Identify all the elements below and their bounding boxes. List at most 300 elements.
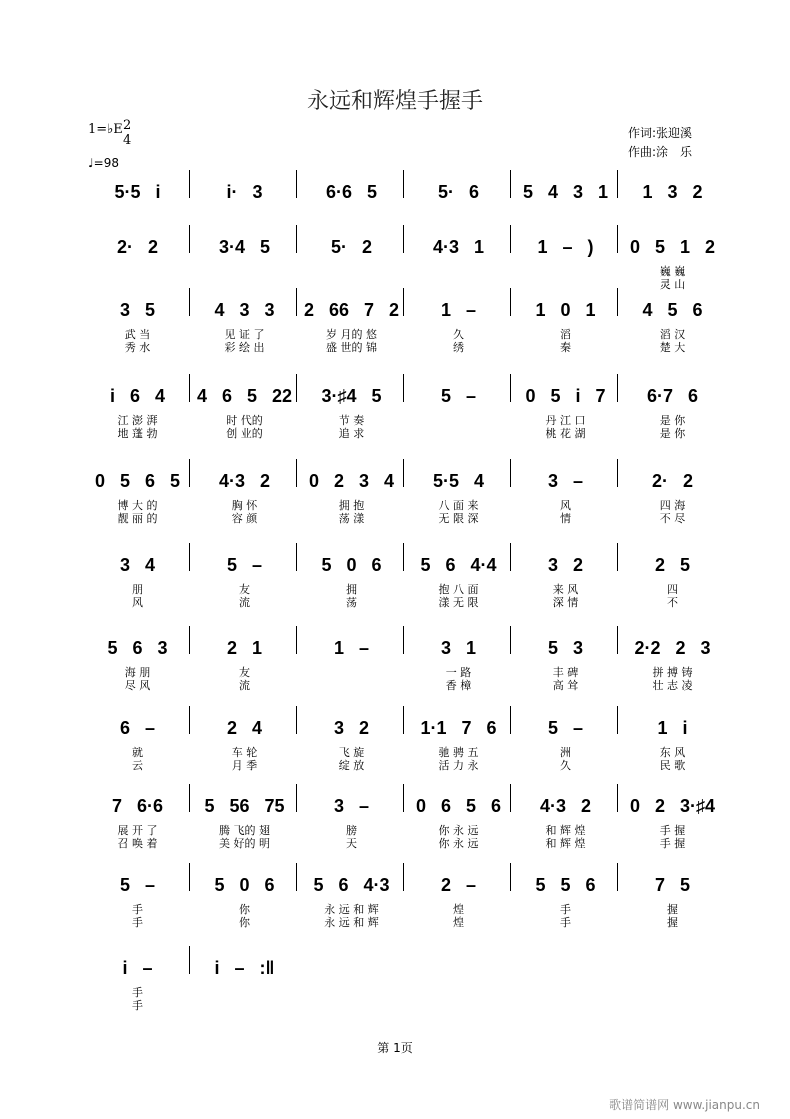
note-group: 5 6 4·3 bbox=[313, 875, 390, 895]
barline bbox=[296, 626, 297, 654]
note-group: 5· 6 bbox=[437, 182, 480, 202]
measure bbox=[619, 182, 726, 210]
lyric-verse-1: 拥 bbox=[346, 583, 357, 596]
measure-notes bbox=[619, 796, 726, 816]
measure-notes bbox=[405, 555, 512, 575]
measure-notes bbox=[298, 237, 405, 257]
note-group: 5 – bbox=[547, 718, 584, 738]
note-group: 2·2 2 3 bbox=[634, 638, 711, 658]
measure-notes bbox=[619, 386, 726, 406]
measure-notes bbox=[191, 182, 298, 202]
measure bbox=[512, 182, 619, 210]
measure-notes bbox=[298, 300, 405, 320]
lyric-verse-2: 壮 志 凌 bbox=[652, 679, 693, 692]
note-group: 2 1 bbox=[226, 638, 263, 658]
lyric-verse-1: 一 路 bbox=[445, 666, 472, 679]
note-group: 5 56 75 bbox=[204, 796, 285, 816]
note-group: 1·1 7 6 bbox=[420, 718, 497, 738]
lyric-verse-2: 无 限 深 bbox=[438, 512, 479, 525]
measure-notes bbox=[191, 300, 298, 320]
measure bbox=[84, 718, 191, 772]
measure-notes bbox=[191, 638, 298, 658]
measure bbox=[512, 237, 619, 265]
measure bbox=[191, 555, 298, 609]
measure bbox=[405, 638, 512, 692]
barline bbox=[403, 784, 404, 812]
barline bbox=[617, 543, 618, 571]
measure-notes bbox=[512, 718, 619, 738]
lyric-verse-1: 手 握 bbox=[659, 824, 686, 837]
lyricist: 作词:张迎溪 bbox=[628, 126, 693, 140]
lyric-verse-2: 靓 丽 的 bbox=[117, 512, 158, 525]
measure bbox=[298, 718, 405, 772]
measure bbox=[619, 237, 726, 291]
note-group: 4 6 5 22 bbox=[196, 386, 293, 406]
barline bbox=[296, 863, 297, 891]
lyric-verse-1: 永 远 和 辉 bbox=[324, 903, 379, 916]
measure-notes bbox=[84, 237, 191, 257]
lyric-verse-2: 盛 世的 锦 bbox=[326, 341, 377, 354]
barline bbox=[403, 170, 404, 198]
lyric-verse-2: 召 唤 着 bbox=[117, 837, 158, 850]
note-group: 5 0 6 bbox=[214, 875, 275, 895]
barline bbox=[617, 170, 618, 198]
measure-notes bbox=[84, 300, 191, 320]
lyric-verse-1: 洲 bbox=[560, 746, 571, 759]
lyric-verse-2: 不 尽 bbox=[659, 512, 686, 525]
lyric-verse-1: 拼 搏 铸 bbox=[652, 666, 693, 679]
measure-notes bbox=[84, 875, 191, 895]
measure-notes bbox=[298, 471, 405, 491]
barline bbox=[403, 225, 404, 253]
measure bbox=[84, 237, 191, 265]
lyric-verse-1: 四 bbox=[667, 583, 678, 596]
measure bbox=[191, 958, 298, 986]
measure-notes bbox=[512, 796, 619, 816]
measure bbox=[191, 471, 298, 525]
measure bbox=[619, 555, 726, 609]
note-group: 3 1 bbox=[440, 638, 477, 658]
measure bbox=[512, 875, 619, 929]
key-signature: 1=♭E bbox=[88, 122, 123, 137]
lyric-verse-2: 楚 大 bbox=[659, 341, 686, 354]
lyric-verse-1: 膀 bbox=[346, 824, 357, 837]
lyric-verse-1: 丰 碑 bbox=[552, 666, 579, 679]
lyric-verse-1: 节 奏 bbox=[338, 414, 365, 427]
barline bbox=[403, 374, 404, 402]
measure-notes bbox=[298, 875, 405, 895]
measure-notes bbox=[84, 718, 191, 738]
barline bbox=[189, 706, 190, 734]
note-group: 1 0 1 bbox=[535, 300, 596, 320]
note-group: 5 4 3 1 bbox=[522, 182, 609, 202]
note-group: 6 – bbox=[119, 718, 156, 738]
tempo-marking: ♩=98 bbox=[88, 156, 119, 170]
lyric-verse-2: 高 耸 bbox=[552, 679, 579, 692]
lyric-verse-1: 你 永 远 bbox=[438, 824, 479, 837]
note-group: 0 5 1 2 bbox=[629, 237, 716, 257]
measure bbox=[619, 718, 726, 772]
lyric-verse-2: 流 bbox=[239, 679, 250, 692]
note-group: 5 6 3 bbox=[107, 638, 168, 658]
lyric-verse-2: 荡 bbox=[346, 596, 357, 609]
barline bbox=[510, 863, 511, 891]
barline bbox=[510, 459, 511, 487]
measure bbox=[298, 796, 405, 850]
measure bbox=[298, 386, 405, 440]
lyric-verse-1: 就 bbox=[132, 746, 143, 759]
note-group: 2· 2 bbox=[116, 237, 159, 257]
lyric-verse-2: 灵 山 bbox=[659, 278, 686, 291]
barline bbox=[189, 784, 190, 812]
measure bbox=[405, 471, 512, 525]
lyric-verse-2: 香 樟 bbox=[445, 679, 472, 692]
measure bbox=[191, 796, 298, 850]
barline bbox=[189, 543, 190, 571]
note-group: 3 – bbox=[333, 796, 370, 816]
measure bbox=[84, 875, 191, 929]
measure bbox=[298, 471, 405, 525]
lyric-verse-1: 丹 江 口 bbox=[545, 414, 586, 427]
note-group: 1 – bbox=[333, 638, 370, 658]
lyric-verse-1: 抱 八 面 bbox=[438, 583, 479, 596]
measure bbox=[84, 300, 191, 354]
measure bbox=[298, 237, 405, 265]
lyric-verse-1: 握 bbox=[667, 903, 678, 916]
note-group: 6·7 6 bbox=[646, 386, 699, 406]
lyric-verse-2: 久 bbox=[560, 759, 571, 772]
lyric-verse-2: 手 握 bbox=[659, 837, 686, 850]
measure-notes bbox=[619, 875, 726, 895]
measure-notes bbox=[298, 718, 405, 738]
barline bbox=[189, 459, 190, 487]
barline bbox=[510, 225, 511, 253]
note-group: 3 – bbox=[547, 471, 584, 491]
measure-notes bbox=[405, 796, 512, 816]
measure-notes bbox=[298, 638, 405, 658]
meter-bottom: 4 bbox=[123, 133, 132, 148]
barline bbox=[296, 225, 297, 253]
measure-notes bbox=[405, 386, 512, 406]
measure-notes bbox=[298, 555, 405, 575]
lyric-verse-2: 永 远 和 辉 bbox=[324, 916, 379, 929]
barline bbox=[617, 706, 618, 734]
measure bbox=[512, 718, 619, 772]
barline bbox=[617, 288, 618, 316]
lyric-verse-1: 来 风 bbox=[552, 583, 579, 596]
barline bbox=[403, 863, 404, 891]
note-group: 0 2 3 4 bbox=[308, 471, 395, 491]
note-group: 5 5 6 bbox=[535, 875, 596, 895]
barline bbox=[296, 706, 297, 734]
note-group: 2 5 bbox=[654, 555, 691, 575]
barline bbox=[189, 946, 190, 974]
measure-notes bbox=[84, 958, 191, 978]
measure-notes bbox=[512, 555, 619, 575]
note-group: 4 5 6 bbox=[642, 300, 703, 320]
measure-notes bbox=[619, 718, 726, 738]
lyric-verse-1: 手 bbox=[132, 986, 143, 999]
measure bbox=[405, 555, 512, 609]
lyric-verse-2: 手 bbox=[560, 916, 571, 929]
measure bbox=[84, 386, 191, 440]
barline bbox=[510, 374, 511, 402]
measure-notes bbox=[619, 471, 726, 491]
measure-notes bbox=[191, 471, 298, 491]
note-group: 0 6 5 6 bbox=[415, 796, 502, 816]
lyric-verse-1: 巍 巍 bbox=[659, 265, 686, 278]
barline bbox=[617, 863, 618, 891]
measure bbox=[405, 875, 512, 929]
lyric-verse-2: 美 好的 明 bbox=[219, 837, 270, 850]
lyric-verse-2: 追 求 bbox=[338, 427, 365, 440]
measure bbox=[405, 182, 512, 210]
lyric-verse-1: 朋 bbox=[132, 583, 143, 596]
lyric-verse-1: 手 bbox=[132, 903, 143, 916]
lyric-verse-2: 手 bbox=[132, 916, 143, 929]
note-group: 0 5 6 5 bbox=[94, 471, 181, 491]
measure bbox=[619, 638, 726, 692]
measure-notes bbox=[512, 471, 619, 491]
note-group: 4·3 2 bbox=[539, 796, 592, 816]
lyric-verse-2: 创 业的 bbox=[226, 427, 263, 440]
barline bbox=[296, 543, 297, 571]
lyric-verse-2: 绣 bbox=[453, 341, 464, 354]
measure-notes bbox=[619, 182, 726, 202]
measure bbox=[298, 875, 405, 929]
note-group: 3 2 bbox=[547, 555, 584, 575]
barline bbox=[296, 459, 297, 487]
lyric-verse-2: 不 bbox=[667, 596, 678, 609]
measure-notes bbox=[512, 300, 619, 320]
barline bbox=[296, 374, 297, 402]
measure-notes bbox=[84, 555, 191, 575]
lyric-verse-1: 博 大 的 bbox=[117, 499, 158, 512]
barline bbox=[189, 288, 190, 316]
barline bbox=[510, 288, 511, 316]
measure-notes bbox=[298, 796, 405, 816]
lyric-verse-1: 和 辉 煌 bbox=[545, 824, 586, 837]
measure-notes bbox=[84, 796, 191, 816]
note-group: 5 0 6 bbox=[321, 555, 382, 575]
measure bbox=[191, 718, 298, 772]
lyric-verse-2: 你 bbox=[239, 916, 250, 929]
lyric-verse-2: 彩 绘 出 bbox=[224, 341, 265, 354]
measure-notes bbox=[191, 718, 298, 738]
lyric-verse-2: 风 bbox=[132, 596, 143, 609]
lyric-verse-2: 活 力 永 bbox=[438, 759, 479, 772]
measure bbox=[191, 638, 298, 692]
lyric-verse-2: 深 情 bbox=[552, 596, 579, 609]
lyric-verse-2: 秀 水 bbox=[124, 341, 151, 354]
lyric-verse-1: 友 bbox=[239, 666, 250, 679]
measure-notes bbox=[619, 555, 726, 575]
lyric-verse-1: 武 当 bbox=[124, 328, 151, 341]
measure bbox=[298, 638, 405, 666]
lyric-verse-2: 是 你 bbox=[659, 427, 686, 440]
score-title: 永远和辉煌手握手 bbox=[306, 89, 483, 114]
page-number: 第 1页 bbox=[377, 1041, 413, 1055]
barline bbox=[510, 706, 511, 734]
lyric-verse-1: 煌 bbox=[453, 903, 464, 916]
note-group: 2 66 7 2 bbox=[303, 300, 400, 320]
lyric-verse-1: 胸 怀 bbox=[231, 499, 258, 512]
measure bbox=[512, 555, 619, 609]
measure bbox=[298, 555, 405, 609]
note-group: 2· 2 bbox=[651, 471, 694, 491]
measure bbox=[84, 638, 191, 692]
note-group: i – :‖ bbox=[214, 958, 275, 978]
lyric-verse-1: 时 代的 bbox=[226, 414, 263, 427]
lyric-verse-1: 车 轮 bbox=[231, 746, 258, 759]
note-group: 0 2 3·♯4 bbox=[629, 796, 716, 816]
note-group: i – bbox=[122, 958, 153, 978]
measure bbox=[405, 237, 512, 265]
note-group: 1 i bbox=[657, 718, 688, 738]
measure bbox=[84, 958, 191, 1012]
measure bbox=[619, 796, 726, 850]
measure bbox=[619, 386, 726, 440]
lyric-verse-1: 江 澎 湃 bbox=[117, 414, 158, 427]
lyric-verse-2: 煌 bbox=[453, 916, 464, 929]
measure-notes bbox=[191, 875, 298, 895]
lyric-verse-2: 手 bbox=[132, 999, 143, 1012]
measure-notes bbox=[298, 182, 405, 202]
lyric-verse-2: 民 歌 bbox=[659, 759, 686, 772]
barline bbox=[510, 626, 511, 654]
measure bbox=[191, 237, 298, 265]
lyric-verse-2: 容 颜 bbox=[231, 512, 258, 525]
watermark: 歌谱简谱网 www.jianpu.cn bbox=[609, 1098, 760, 1112]
note-group: 1 3 2 bbox=[642, 182, 703, 202]
meter-top: 2 bbox=[123, 118, 132, 133]
note-group: i 6 4 bbox=[109, 386, 166, 406]
measure bbox=[84, 471, 191, 525]
time-signature bbox=[123, 118, 131, 148]
measure-notes bbox=[191, 796, 298, 816]
lyric-verse-2: 天 bbox=[346, 837, 357, 850]
note-group: 5·5 i bbox=[114, 182, 161, 202]
lyric-verse-2: 绽 放 bbox=[338, 759, 365, 772]
measure-notes bbox=[84, 471, 191, 491]
barline bbox=[617, 784, 618, 812]
note-group: 7 6·6 bbox=[111, 796, 164, 816]
lyric-verse-1: 滔 bbox=[560, 328, 571, 341]
measure bbox=[84, 182, 191, 210]
measure bbox=[298, 300, 405, 354]
measure bbox=[405, 386, 512, 414]
barline bbox=[403, 288, 404, 316]
lyric-verse-2: 地 蓬 勃 bbox=[117, 427, 158, 440]
measure-notes bbox=[405, 718, 512, 738]
lyric-verse-2: 流 bbox=[239, 596, 250, 609]
measure-notes bbox=[405, 875, 512, 895]
barline bbox=[296, 784, 297, 812]
note-group: 5 6 4·4 bbox=[420, 555, 497, 575]
measure bbox=[191, 875, 298, 929]
measure-notes bbox=[405, 237, 512, 257]
measure-notes bbox=[405, 638, 512, 658]
lyric-verse-1: 见 证 了 bbox=[224, 328, 265, 341]
barline bbox=[296, 170, 297, 198]
note-group: 4·3 1 bbox=[432, 237, 485, 257]
measure-notes bbox=[191, 555, 298, 575]
barline bbox=[403, 543, 404, 571]
barline bbox=[189, 225, 190, 253]
note-group: 5· 2 bbox=[330, 237, 373, 257]
note-group: 1 – bbox=[440, 300, 477, 320]
measure-notes bbox=[619, 638, 726, 658]
lyric-verse-1: 友 bbox=[239, 583, 250, 596]
measure bbox=[512, 386, 619, 440]
measure bbox=[619, 300, 726, 354]
barline bbox=[189, 170, 190, 198]
lyric-verse-1: 你 bbox=[239, 903, 250, 916]
note-group: 0 5 i 7 bbox=[525, 386, 606, 406]
barline bbox=[510, 543, 511, 571]
note-group: 3·4 5 bbox=[218, 237, 271, 257]
lyric-verse-2: 握 bbox=[667, 916, 678, 929]
measure-notes bbox=[512, 182, 619, 202]
note-group: 3·♯4 5 bbox=[321, 386, 382, 406]
lyric-verse-1: 八 面 来 bbox=[438, 499, 479, 512]
lyric-verse-1: 是 你 bbox=[659, 414, 686, 427]
note-group: 4·3 2 bbox=[218, 471, 271, 491]
note-group: 5 – bbox=[226, 555, 263, 575]
measure-notes bbox=[405, 471, 512, 491]
note-group: 5 3 bbox=[547, 638, 584, 658]
barline bbox=[510, 784, 511, 812]
barline bbox=[296, 288, 297, 316]
lyric-verse-1: 飞 旋 bbox=[338, 746, 365, 759]
barline bbox=[617, 225, 618, 253]
lyric-verse-2: 秦 bbox=[560, 341, 571, 354]
barline bbox=[403, 459, 404, 487]
lyric-verse-2: 云 bbox=[132, 759, 143, 772]
lyric-verse-2: 荡 漾 bbox=[338, 512, 365, 525]
measure bbox=[619, 471, 726, 525]
measure-notes bbox=[512, 237, 619, 257]
lyric-verse-1: 东 风 bbox=[659, 746, 686, 759]
lyric-verse-1: 拥 抱 bbox=[338, 499, 365, 512]
measure bbox=[405, 796, 512, 850]
lyric-verse-2: 桃 花 湖 bbox=[545, 427, 586, 440]
note-group: 7 5 bbox=[654, 875, 691, 895]
measure bbox=[405, 718, 512, 772]
note-group: 2 4 bbox=[226, 718, 263, 738]
lyric-verse-2: 情 bbox=[560, 512, 571, 525]
measure-notes bbox=[84, 386, 191, 406]
barline bbox=[189, 626, 190, 654]
lyric-verse-2: 你 永 远 bbox=[438, 837, 479, 850]
note-group: 5 – bbox=[119, 875, 156, 895]
lyric-verse-1: 四 海 bbox=[659, 499, 686, 512]
lyric-verse-1: 岁 月的 悠 bbox=[326, 328, 377, 341]
lyric-verse-1: 驰 骋 五 bbox=[438, 746, 479, 759]
measure bbox=[191, 300, 298, 354]
measure bbox=[512, 471, 619, 525]
measure-notes bbox=[512, 875, 619, 895]
lyric-verse-1: 久 bbox=[453, 328, 464, 341]
lyric-verse-1: 展 开 了 bbox=[117, 824, 158, 837]
composer: 作曲:涂 乐 bbox=[628, 145, 693, 159]
measure-notes bbox=[405, 182, 512, 202]
measure bbox=[405, 300, 512, 354]
barline bbox=[403, 706, 404, 734]
note-group: 3 5 bbox=[119, 300, 156, 320]
measure-notes bbox=[84, 182, 191, 202]
note-group: 5 – bbox=[440, 386, 477, 406]
